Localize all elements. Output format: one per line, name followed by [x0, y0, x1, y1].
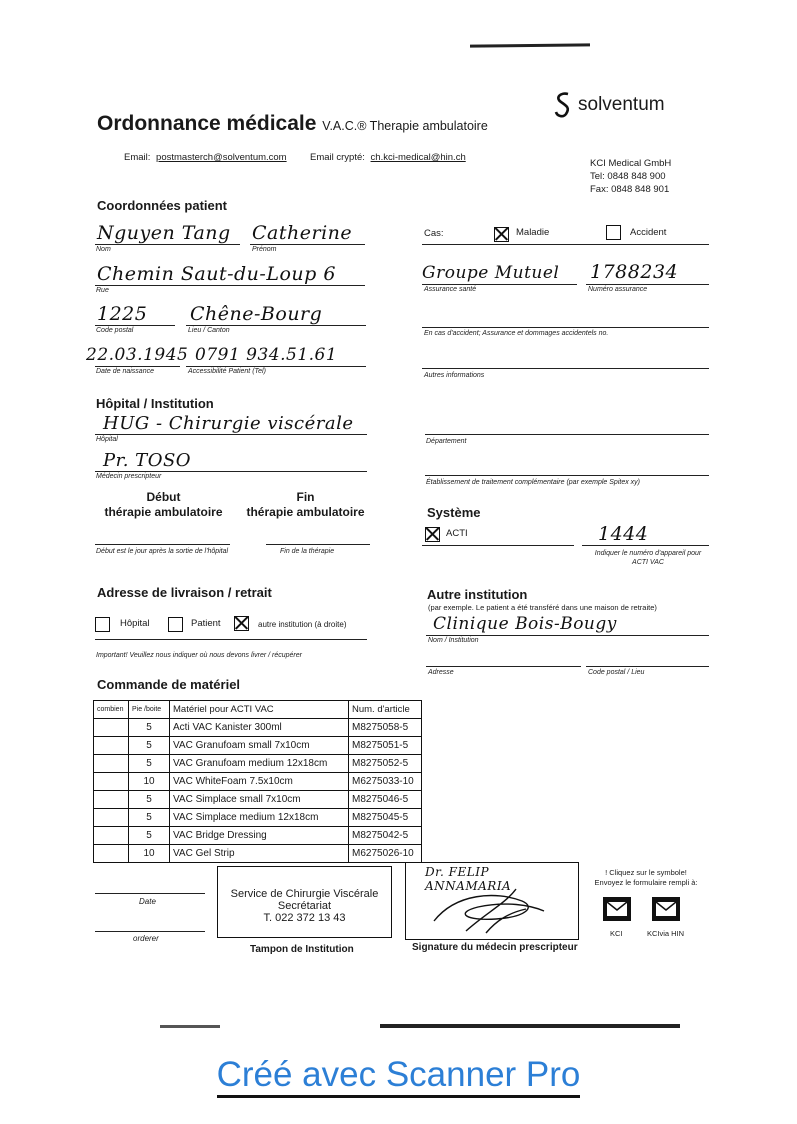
patient-section-title: Coordonnées patient	[97, 198, 228, 213]
table-row	[94, 809, 422, 827]
code-cell: M8275046-5	[349, 791, 422, 809]
patient-prenom-value: Catherine	[252, 222, 353, 244]
signature-label: Signature du médecin prescripteur	[412, 942, 578, 953]
header-combien: combien	[94, 701, 129, 719]
combien-cell	[94, 791, 129, 809]
patient-naissance-label: Date de naissance	[96, 368, 154, 375]
patient-rue-value: Chemin Saut-du-Loup 6	[97, 263, 336, 285]
qty-cell: 5	[129, 737, 170, 755]
departement-label: Département	[426, 438, 467, 445]
header-pie-boite: Pie /boite	[129, 701, 170, 719]
combien-cell	[94, 755, 129, 773]
cas-label: Cas:	[424, 228, 444, 239]
header-materiel: Matériel pour ACTI VAC	[170, 701, 349, 719]
livraison-title: Adresse de livraison / retrait	[97, 585, 272, 600]
email-row: Email: postmasterch@solventum.com	[124, 152, 287, 163]
kci-label: KCI	[610, 929, 623, 938]
autre-institution-title: Autre institution	[427, 587, 528, 602]
table-row	[94, 827, 422, 845]
table-row	[94, 737, 422, 755]
hopital-section-title: Hôpital / Institution	[96, 396, 214, 411]
item-cell: VAC Granufoam small 7x10cm	[170, 737, 349, 755]
item-cell: VAC Granufoam medium 12x18cm	[170, 755, 349, 773]
autre-institution-nom-label: Nom / Institution	[428, 637, 479, 644]
signature-scribble	[426, 883, 556, 935]
material-table-header	[94, 701, 422, 719]
email-crypt-row: Email crypté: ch.kci-medical@hin.ch	[310, 152, 466, 163]
solventum-logo	[552, 90, 576, 125]
accident-label: Accident	[630, 227, 667, 238]
patient-rue-label: Rue	[96, 287, 109, 294]
scanner-pro-watermark[interactable]: Créé avec Scanner Pro	[0, 1055, 797, 1095]
livraison-autre-checkbox[interactable]	[234, 616, 249, 631]
item-cell: VAC Simplace small 7x10cm	[170, 791, 349, 809]
tampon-label: Tampon de Institution	[250, 944, 354, 955]
autre-institution-note: (par exemple. Le patient a été transféré dans une maison de retraite)	[428, 603, 657, 612]
email-link[interactable]: postmasterch@solventum.com	[156, 152, 287, 163]
autre-institution-adresse-label: Adresse	[428, 669, 454, 676]
item-cell: Acti VAC Kanister 300ml	[170, 719, 349, 737]
autre-institution-nom-value: Clinique Bois-Bougy	[433, 614, 617, 634]
patient-code-label: Code postal	[96, 327, 134, 334]
livraison-note: Important! Veuillez nous indiquer où nous devons livrer / récupérer	[96, 652, 302, 659]
livraison-hopital-checkbox[interactable]	[95, 617, 110, 632]
patient-naissance-value: 22.03.1945	[86, 345, 189, 365]
institution-stamp: Service de Chirurgie Viscérale Secrétariat T. 022 372 13 43	[217, 866, 392, 938]
orderer-label: orderer	[133, 934, 159, 943]
maladie-label: Maladie	[516, 227, 550, 238]
combien-cell	[94, 737, 129, 755]
patient-tel-value: 0791 934.51.61	[195, 345, 338, 365]
fin-note: Fin de la thérapie	[280, 548, 335, 555]
table-row	[94, 719, 422, 737]
patient-lieu-value: Chêne-Bourg	[190, 303, 323, 325]
material-table	[93, 700, 422, 863]
table-row	[94, 845, 422, 863]
livraison-hopital-label: Hôpital	[120, 618, 150, 629]
debut-note: Début est le jour après la sortie de l'hôpital	[96, 548, 229, 555]
code-cell: M6275026-10	[349, 845, 422, 863]
maladie-checkbox[interactable]	[494, 227, 509, 242]
numero-assurance-value: 1788234	[590, 261, 679, 283]
patient-prenom-label: Prénom	[252, 246, 277, 253]
kci-email-icon[interactable]	[603, 897, 631, 921]
livraison-autre-label: autre institution (à droite)	[258, 620, 347, 629]
medecin-value: Pr. TOSO	[103, 450, 192, 471]
code-cell: M8275058-5	[349, 719, 422, 737]
hopital-value: HUG - Chirurgie viscérale	[103, 413, 354, 434]
fin-therapie-title: Fin thérapie ambulatoire	[246, 490, 365, 519]
click-note: ! Cliquez sur le symbole! Envoyez le formulaire rempli à:	[594, 868, 698, 887]
table-row	[94, 791, 422, 809]
table-row	[94, 755, 422, 773]
assurance-label: Assurance santé	[424, 286, 477, 293]
combien-cell	[94, 719, 129, 737]
qty-cell: 5	[129, 791, 170, 809]
header-article: Num. d'article	[349, 701, 422, 719]
combien-cell	[94, 827, 129, 845]
signer-name: Dr. FELIP ANNAMARIA	[425, 865, 512, 893]
medecin-label: Médecin prescripteur	[96, 473, 162, 480]
accident-note: En cas d'accident; Assurance et dommages accidentels no.	[424, 330, 609, 337]
acti-label: ACTI	[446, 528, 468, 539]
code-cell: M8275051-5	[349, 737, 422, 755]
qty-cell: 5	[129, 719, 170, 737]
item-cell: VAC Simplace medium 12x18cm	[170, 809, 349, 827]
hopital-label: Hôpital	[96, 436, 118, 443]
assurance-value: Groupe Mutuel	[422, 263, 560, 283]
signature-box	[405, 862, 579, 940]
kcihin-label: KCIvia HIN	[647, 929, 685, 938]
logo-text: solventum	[578, 94, 665, 115]
code-cell: M8275052-5	[349, 755, 422, 773]
qty-cell: 10	[129, 773, 170, 791]
item-cell: VAC Bridge Dressing	[170, 827, 349, 845]
code-cell: M6275033-10	[349, 773, 422, 791]
combien-cell	[94, 845, 129, 863]
patient-tel-label: Accessibilité Patient (Tel)	[188, 368, 266, 375]
qty-cell: 5	[129, 827, 170, 845]
device-note: Indiquer le numéro d'appareil pour ACTI VAC	[594, 550, 702, 566]
kcihin-email-icon[interactable]	[652, 897, 680, 921]
etablissement-label: Établissement de traitement complémentaire (par exemple Spitex xy)	[426, 479, 640, 486]
numero-assurance-label: Numéro assurance	[588, 286, 648, 293]
item-cell: VAC Gel Strip	[170, 845, 349, 863]
device-number-value: 1444	[598, 523, 649, 545]
scan-mark-bottom-left	[160, 1025, 220, 1028]
systeme-title: Système	[427, 505, 481, 520]
envelope-icon	[604, 898, 630, 920]
date-label: Date	[139, 897, 156, 906]
code-cell: M8275045-5	[349, 809, 422, 827]
item-cell: VAC WhiteFoam 7.5x10cm	[170, 773, 349, 791]
combien-cell	[94, 809, 129, 827]
patient-code-value: 1225	[97, 303, 148, 325]
qty-cell: 10	[129, 845, 170, 863]
commande-title: Commande de matériel	[97, 677, 241, 692]
autre-institution-code-label: Code postal / Lieu	[588, 669, 645, 676]
table-row	[94, 773, 422, 791]
document-subtitle: V.A.C.® Therapie ambulatoire	[322, 119, 488, 133]
livraison-patient-checkbox[interactable]	[168, 617, 183, 632]
email-crypt-link[interactable]: ch.kci-medical@hin.ch	[370, 152, 466, 163]
combien-cell	[94, 773, 129, 791]
document-title: Ordonnance médicale V.A.C.® Therapie ambulatoire	[97, 112, 488, 135]
qty-cell: 5	[129, 755, 170, 773]
acti-checkbox[interactable]	[425, 527, 440, 542]
debut-therapie-title: Début thérapie ambulatoire	[104, 490, 223, 519]
accident-checkbox[interactable]	[606, 225, 621, 240]
qty-cell: 5	[129, 809, 170, 827]
patient-nom-label: Nom	[96, 246, 111, 253]
solventum-logo-icon	[552, 90, 576, 120]
scan-mark-bottom	[380, 1024, 680, 1028]
patient-lieu-label: Lieu / Canton	[188, 327, 230, 334]
patient-nom-value: Nguyen Tang	[97, 222, 231, 244]
livraison-patient-label: Patient	[191, 618, 221, 629]
envelope-icon	[653, 898, 679, 920]
code-cell: M8275042-5	[349, 827, 422, 845]
company-info: KCI Medical GmbH Tel: 0848 848 900 Fax: 0848 848 901	[590, 158, 672, 195]
autres-informations-label: Autres informations	[424, 372, 485, 379]
